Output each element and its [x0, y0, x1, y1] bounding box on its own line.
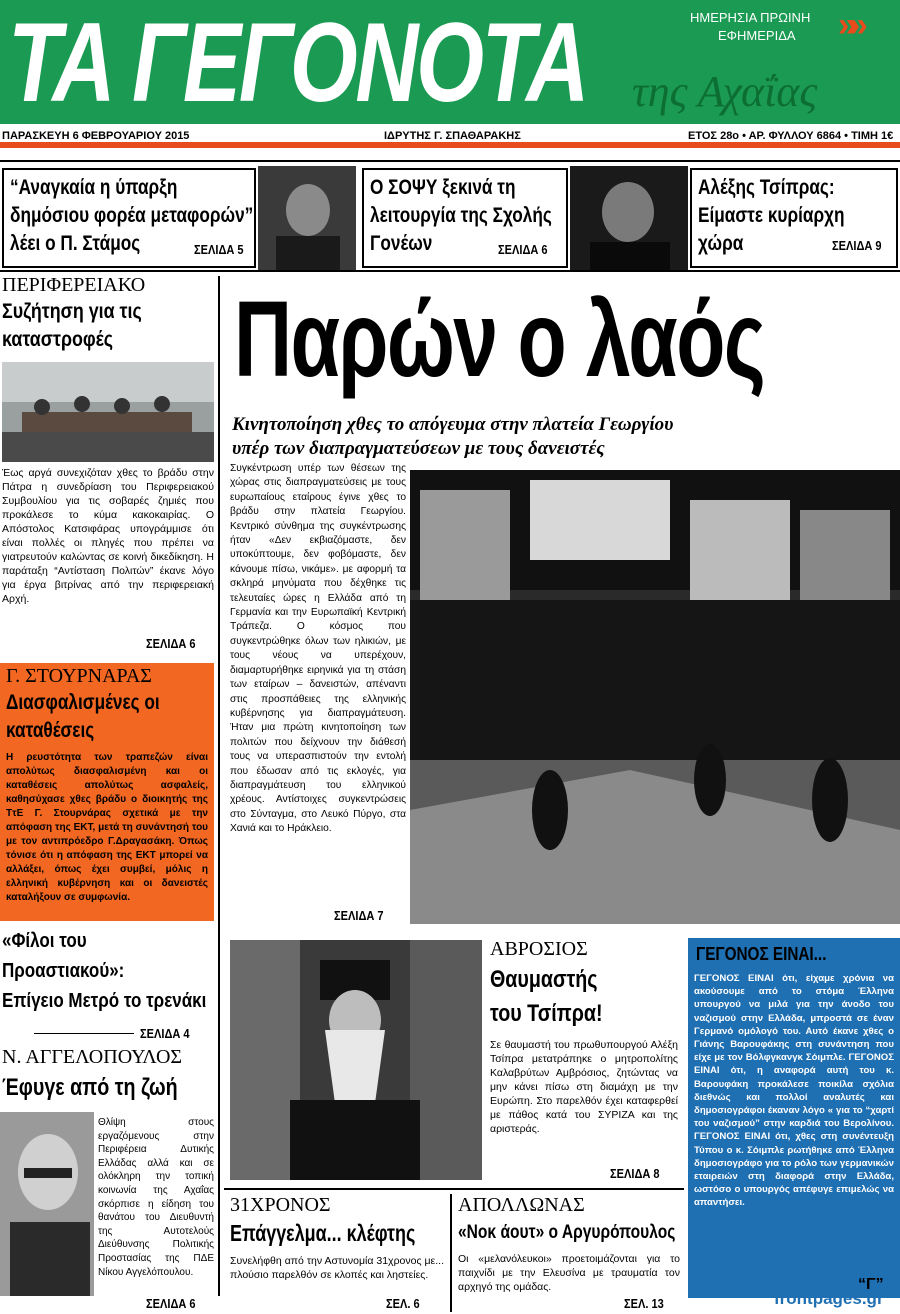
- teaser-tsipras-page: ΣΕΛΙΔΑ 9: [832, 238, 882, 253]
- regional-headline-line2[interactable]: καταστροφές: [2, 328, 114, 351]
- masthead: [0, 0, 900, 124]
- teaser-bottom-rule: [0, 270, 900, 272]
- crowd-photo: [410, 470, 900, 924]
- teaser-top-rule: [0, 160, 900, 162]
- portrait-photo: [570, 166, 688, 270]
- proastiakos-line2[interactable]: Προαστιακού»:: [2, 960, 125, 982]
- gegonos-body: ΓΕΓΟΝΟΣ ΕΙΝΑΙ ότι, είχαμε χρόνια να ακούσουμε από το στόμα Έλληνα υπουργού να μιλά για την άνοδο του ναζισμού στην Ελλάδα, μπροστά σε έναν Γερμανό ομόλογό του. Αυτό έκανε χθες ο Γιάνης Βαρουφάκης στη συνάντηση που είχε με τον Βόλφγκανγκ Σόιμπλε. ΓΕΓΟΝΟΣ ΕΙΝΑΙ ότι, η αναφορά αυτή του κ. Βαρουφάκη προκάλεσε ποικίλα σχόλια διεθνώς και πολλοί αναλυτές και δημοσιογράφοι έκαναν λόγο « για το “χαρτί του ναζισμού” στην καρδιά του Βερολίνου. ΓΕΓΟΝΟΣ ΕΙΝΑΙ ότι, χθες στη συνέντευξη Τύπου ο κ. Σόιμπλε ρωτήθηκε από Έλληνα δημοσιογράφο για το ρόλο των γερμανικών εταιρειών στη διαφορά στην Ελλάδα, ωστόσο ο υπουργός απέφυγε επιμελώς να απαντήσει.: [694, 973, 894, 1209]
- chevron-right-icon: »»: [838, 6, 860, 44]
- stournaras-headline-line2[interactable]: καταθέσεις: [6, 719, 95, 742]
- amvrosios-page[interactable]: ΣΕΛΙΔΑ 8: [610, 1166, 660, 1181]
- bottom-rule: [224, 1188, 684, 1190]
- thirty-one-body: Συνελήφθη από την Αστυνομία 31χρονος με... πλούσιο παρελθόν σε κλοπές και ληστείες.: [230, 1255, 444, 1281]
- meeting-photo: [2, 362, 214, 462]
- stournaras-box: [0, 663, 214, 921]
- main-body: Συγκέντρωση υπέρ των θέσεων της χώρας στις διαπραγματεύσεις με τους ευρωπαίους εταίρους έγινε χθες το βράδυ στην πλατεία Γεωργίου. Κεντρικό σύνθημα της συγκέντρωσης ήταν «Δεν εκβιαζόμαστε, δεν υποκύπτουμε, δεν φοβόμαστε, δεν κάνουμε πίσω, νικάμε». με αφορμή τα σκληρά μηνύματα που δέχθηκε τις τελευταίες ώρες η Ελλάδα από τη Γερμανία και την Ευρωπαϊκή Κεντρική Τράπεζα. Ο κόσμος που συγκεντρώθηκε όλων των ηλικιών, με τους νέους να υπερέχουν, διαμαρτυρήθηκε ειρηνικά για τη στάση των εταίρων – δανειστών, απέναντι στις προσπάθειες της ελληνικής κυβέρνησης για διαπραγμάτευση. Ήταν μια πρώτη κινητοποίηση των πολιτών που δείχνουν την διάθεσή τους να υπερασπιστούν την εντολή που έδωσαν από τις εκλογές, για διαπραγμάτευση του ελληνικού χρέους. Αντίστοιχες συγκεντρώσεις στο Σύνταγμα, στο Λευκό Πύργο, στα Χανιά και το Ηράκλειο.: [230, 463, 406, 835]
- amvrosios-kicker: ΑΒΡΟΣΙΟΣ: [490, 938, 588, 960]
- proastiakos-line3[interactable]: Επίγειο Μετρό το τρενάκι: [2, 990, 207, 1012]
- teaser-tsipras-line3: χώρα: [698, 232, 744, 255]
- aggelopoulos-page[interactable]: ΣΕΛΙΔΑ 6: [146, 1296, 196, 1311]
- teaser-sopsy-line2: λειτουργία της Σχολής: [370, 204, 552, 227]
- main-page[interactable]: ΣΕΛΙΔΑ 7: [334, 908, 384, 923]
- photo-square-crowd: [410, 470, 900, 924]
- issue-date: ΠΑΡΑΣΚΕΥΗ 6 ΦΕΒΡΟΥΑΡΙΟΥ 2015: [2, 130, 190, 142]
- apollonas-headline[interactable]: «Νοκ άουτ» ο Αργυρόπουλος: [458, 1222, 676, 1243]
- newspaper-title: ΤΑ ΓΕΓΟΝΟΤΑ: [8, 0, 588, 124]
- thirty-one-page[interactable]: ΣΕΛ. 6: [386, 1296, 420, 1311]
- photo-tsipras: [570, 166, 688, 270]
- apollonas-body: Οι «μελανόλευκοι» προετοιμάζονται για το παιχνίδι με την Ελευσίνα με τραυματία τον αρχηγό της ομάδας.: [458, 1253, 680, 1293]
- teaser-sopsy-line1: Ο ΣΟΨΥ ξεκινά τη: [370, 176, 516, 199]
- teaser-stamos-page: ΣΕΛΙΔΑ 5: [194, 242, 244, 257]
- column-divider-left: [218, 276, 220, 1296]
- main-subhead-line1: Κινητοποίηση χθες το απόγευμα στην πλατεία Γεωργίου: [232, 414, 674, 435]
- watermark-line2[interactable]: frontpages.gr: [774, 1289, 884, 1308]
- teaser-sopsy-line3: Γονέων: [370, 232, 433, 255]
- regional-headline-line1[interactable]: Συζήτηση για τις: [2, 300, 142, 323]
- teaser-stamos-line1: “Αναγκαία η ύπαρξη: [10, 176, 178, 199]
- gegonos-box: [688, 938, 900, 1298]
- photo-aggelopoulos: [0, 1112, 94, 1296]
- portrait-photo: [258, 166, 356, 270]
- photo-amvrosios: [230, 940, 482, 1180]
- aggelopoulos-body: Θλίψη στους εργαζόμενους στην Περιφέρεια Δυτικής Ελλάδας αλλά και σε ολόκληρη την τοπική κοινωνία της Αχαΐας σκόρπισε η είδηση του θανάτου του Διευθυντή της Αυτοτελούς Διεύθυνσης Πολιτικής Προστασίας της ΠΔΕ Νίκου Αγγελόπουλου.: [98, 1117, 214, 1278]
- amvrosios-headline-line2[interactable]: του Τσίπρα!: [490, 1000, 603, 1027]
- bottom-divider: [450, 1194, 452, 1312]
- teaser-tsipras-line1: Αλέξης Τσίπρας:: [698, 176, 835, 199]
- teaser-tsipras-line2: Είμαστε κυρίαρχη: [698, 204, 845, 227]
- apollonas-page[interactable]: ΣΕΛ. 13: [624, 1296, 664, 1311]
- regional-page[interactable]: ΣΕΛΙΔΑ 6: [146, 636, 196, 651]
- amvrosios-body: Σε θαυμαστή του πρωθυπουργού Αλέξη Τσίπρα μετατράπηκε ο μητροπολίτης Καλαβρύτων Αμβρόσιος, ζητώντας να μην κάνει πίσω στη διαμάχη με την Ευρώπη. Στο παρελθόν έχει καταφερθεί με πάθος κατά του ΣΥΡΙΖΑ και της αριστεράς.: [490, 1039, 678, 1135]
- watermark-line1: digitized for: [778, 1278, 825, 1288]
- teaser-sopsy-page: ΣΕΛΙΔΑ 6: [498, 242, 548, 257]
- photo-stamos: [258, 166, 356, 270]
- regional-body: Έως αργά συνεχιζόταν χθες το βράδυ στην Πάτρα η συνεδρίαση του Περιφερειακού Συμβουλίου για τις σοβαρές ζημιές που προκάλεσε το κύμα κακοκαιρίας. Ο Απόστολος Κατσιφάρας υπογράμμισε ότι είναι πολλές οι πληγές που πρέπει να γιατρευτούν καλώντας σε κοινή δικεδίκηση. Η παράταξη “Αντίσταση Πολιτών” έκανε λόγο για έργα βιτρίνας από την περιφερειακή Αρχή.: [2, 467, 214, 605]
- main-headline[interactable]: Παρών ο λαός: [234, 278, 765, 399]
- newspaper-subtitle: της Αχαΐας: [632, 67, 818, 116]
- apollonas-kicker: ΑΠΟΛΛΩΝΑΣ: [458, 1194, 585, 1216]
- aggelopoulos-kicker: Ν. ΑΓΓΕΛΟΠΟΥΛΟΣ: [2, 1046, 183, 1068]
- portrait-photo: [0, 1112, 94, 1296]
- teaser-stamos-line2: δημόσιου φορέα μεταφορών”: [10, 204, 254, 227]
- teaser-stamos-line3: λέει ο Π. Στάμος: [10, 232, 141, 255]
- proastiakos-page[interactable]: ΣΕΛΙΔΑ 4: [140, 1026, 190, 1041]
- proastiakos-rule: [34, 1033, 134, 1034]
- info-bar: [0, 124, 900, 148]
- stournaras-headline-line1[interactable]: Διασφαλισμένες οι: [6, 691, 160, 714]
- proastiakos-line1[interactable]: «Φίλοι του: [2, 930, 87, 952]
- bishop-photo: [230, 940, 482, 1180]
- photo-regional-council: [2, 362, 214, 462]
- tagline-line1: ΗΜΕΡΗΣΙΑ ΠΡΩΙΝΗ: [690, 10, 811, 25]
- issue-number: ΕΤΟΣ 28ο • ΑΡ. ΦΥΛΛΟΥ 6864 • ΤΙΜΗ 1€: [688, 130, 894, 142]
- aggelopoulos-headline[interactable]: Έφυγε από τη ζωή: [2, 1074, 178, 1101]
- amvrosios-headline-line1[interactable]: Θαυμαστής: [490, 966, 598, 993]
- main-subhead-line2: υπέρ των διαπραγματεύσεων με τους δανειστές: [232, 438, 605, 459]
- gegonos-signature: “Γ”: [858, 1276, 884, 1293]
- teaser-box-tsipras[interactable]: [690, 168, 898, 268]
- stournaras-kicker: Γ. ΣΤΟΥΡΝΑΡΑΣ: [6, 665, 152, 687]
- teaser-box-stamos[interactable]: [2, 168, 256, 268]
- gegonos-title: ΓΕΓΟΝΟΣ ΕΙΝΑΙ...: [696, 944, 827, 964]
- thirty-one-headline[interactable]: Επάγγελμα... κλέφτης: [230, 1220, 416, 1246]
- thirty-one-kicker: 31ΧΡΟΝΟΣ: [230, 1194, 331, 1216]
- stournaras-body: Η ρευστότητα των τραπεζών είναι απολύτως διασφαλισμένη και οι καταθέσεις απολύτως ασφαλείς, καθησύχασε χθες βράδυ ο διοικητής της ΤτΕ Γ. Στουρνάρας σχετικά με την απόφαση της ΕΚΤ, μετά τη συνάντησή του με τον αντιπρόεδρο Γ.Δραγασάκη. Όπως τόνισε ότι η απόφαση της ΕΚΤ μπορεί να αλλάξει, όπως έχει συμβεί, μόλις η ελληνική κυβέρνηση και οι δανειστές καταλήξουν σε συμφωνία.: [6, 752, 208, 903]
- tagline-line2: ΕΦΗΜΕΡΙΔΑ: [718, 28, 796, 43]
- founder-credit: ΙΔΡΥΤΗΣ Γ. ΣΠΑΘΑΡΑΚΗΣ: [384, 130, 521, 142]
- regional-kicker: ΠΕΡΙΦΕΡΕΙΑΚΟ: [2, 274, 146, 296]
- teaser-box-sopsy[interactable]: [362, 168, 568, 268]
